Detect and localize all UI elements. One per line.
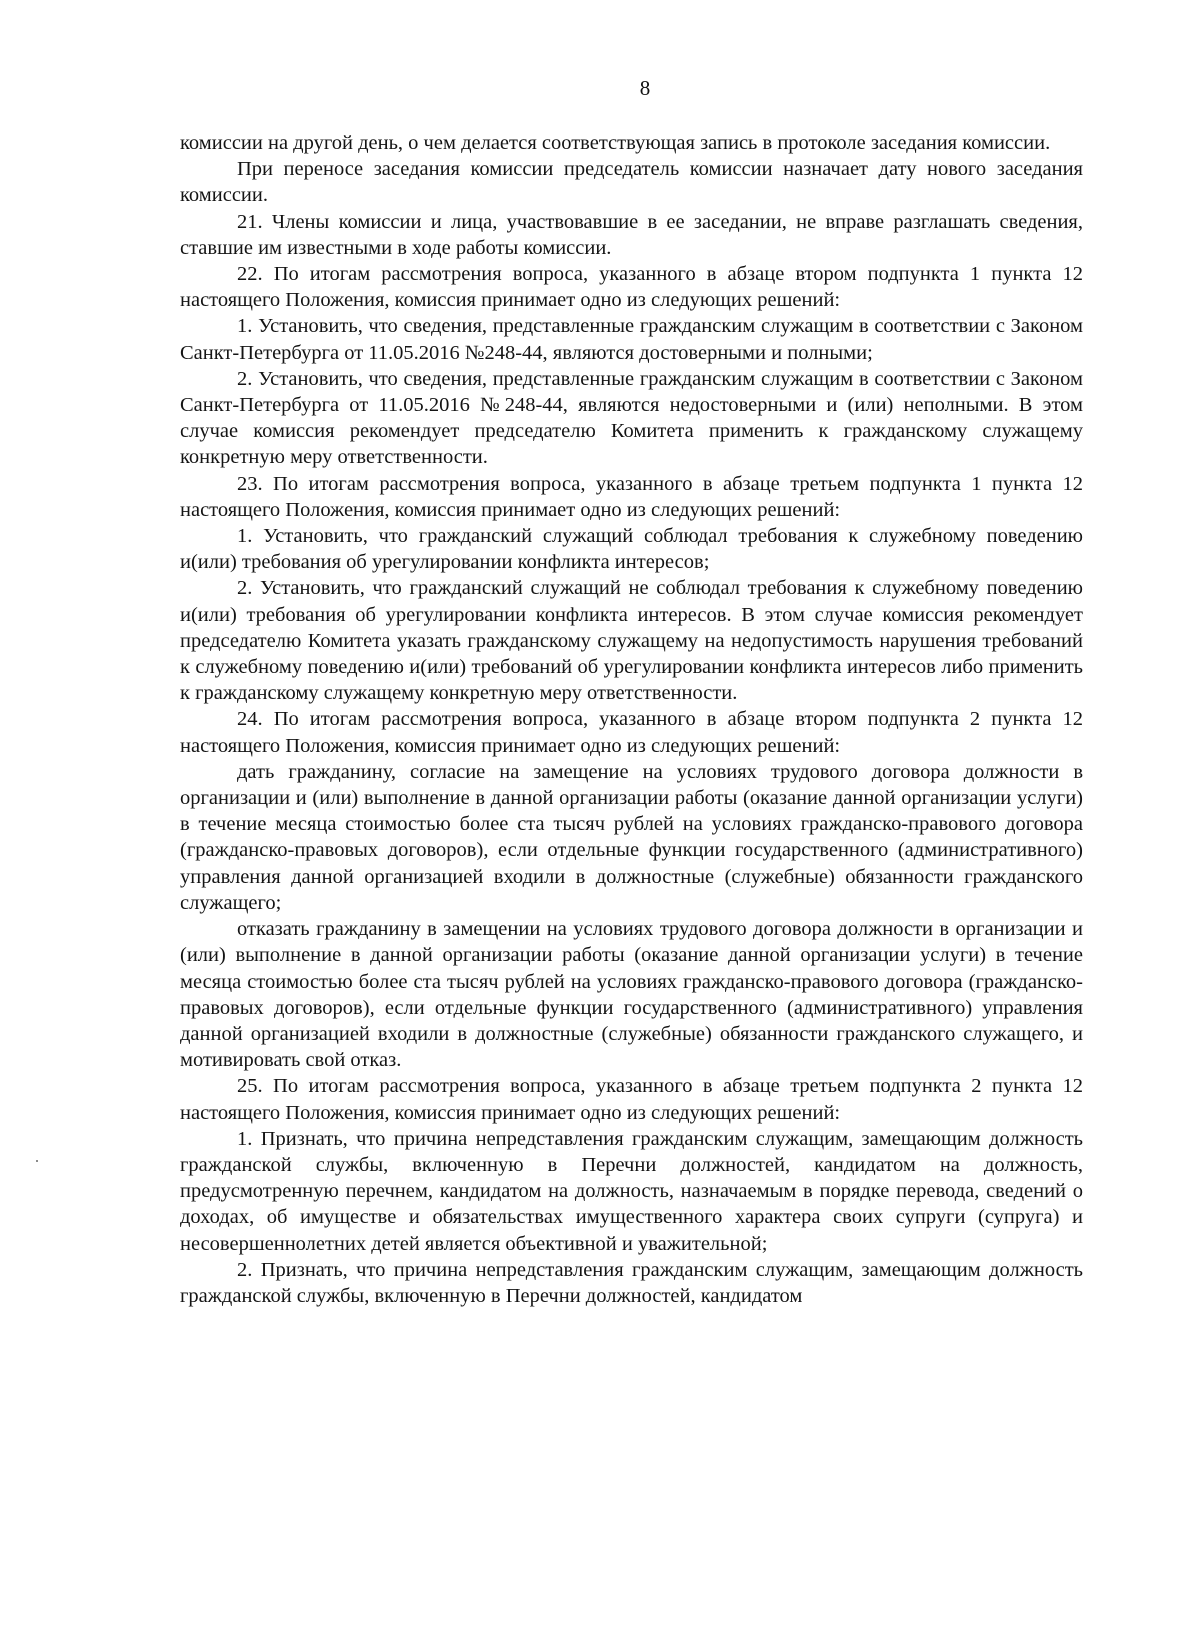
paragraph-continuation: комиссии на другой день, о чем делается соответствующая запись в протоколе заседания комиссии. — [180, 132, 1051, 154]
paragraph: При переносе заседания комиссии председатель комиссии назначает дату нового заседания комиссии. — [180, 158, 1083, 207]
paragraph-decision: 2. Установить, что сведения, представленные гражданским служащим в соответствии с Законом Санкт-Петербурга от 11.05.2016 №248-44, являются недостоверными и (или) неполными. В этом случае комиссия рекомендует председателю Комитета применить к гражданскому служащему конкретную меру ответственности. — [180, 367, 1083, 469]
paragraph-decision: 2. Установить, что гражданский служащий не соблюдал требования к служебному поведению и(или) требования об урегулировании конфликта интересов. В этом случае комиссия рекомендует председателю Комитета указать гражданскому служащему на недопустимость нарушения требований к служебному поведению и(или) требований об урегулировании конфликта интересов либо применить к гражданскому служащему конкретную меру ответственности. — [180, 577, 1083, 705]
paragraph-decision: отказать гражданину в замещении на условиях трудового договора должности в организации и (или) выполнение в данной организации работы (оказание данной организации услуги) в течение месяца стоимостью более ста тысяч рублей на условиях гражданско-правового договора (гражданско-правовых договоров), если отдельные функции государственного (административного) управления данной организацией входили в должностные (служебные) обязанности гражданского служащего, и мотивировать свой отказ. — [180, 918, 1083, 1072]
document-body — [180, 130, 1083, 1309]
paragraph-clause-24: 24. По итогам рассмотрения вопроса, указанного в абзаце втором подпункта 2 пункта 12 настоящего Положения, комиссия принимает одно из следующих решений: — [180, 708, 1083, 757]
paragraph-clause-23: 23. По итогам рассмотрения вопроса, указанного в абзаце третьем подпункта 1 пункта 12 настоящего Положения, комиссия принимает одно из следующих решений: — [180, 472, 1083, 521]
paragraph-clause-21: 21. Члены комиссии и лица, участвовавшие в ее заседании, не вправе разглашать сведения, ставшие им известными в ходе работы комиссии. — [180, 210, 1083, 259]
paragraph-clause-25: 25. По итогам рассмотрения вопроса, указанного в абзаце третьем подпункта 2 пункта 12 настоящего Положения, комиссия принимает одно из следующих решений: — [180, 1075, 1083, 1124]
page-number: 8 — [639, 76, 651, 100]
paragraph-decision: 1. Установить, что сведения, представленные гражданским служащим в соответствии с Законом Санкт-Петербурга от 11.05.2016 №248-44, являются достоверными и полными; — [180, 315, 1083, 364]
paragraph-decision: 1. Установить, что гражданский служащий соблюдал требования к служебному поведению и(или) требования об урегулировании конфликта интересов; — [180, 525, 1083, 574]
scan-speck — [36, 1160, 38, 1162]
paragraph-clause-22: 22. По итогам рассмотрения вопроса, указанного в абзаце втором подпункта 1 пункта 12 настоящего Положения, комиссия принимает одно из следующих решений: — [180, 263, 1083, 312]
paragraph-decision: дать гражданину, согласие на замещение на условиях трудового договора должности в организации и (или) выполнение в данной организации работы (оказание данной организации услуги) в течение месяца стоимостью более ста тысяч рублей на условиях гражданско-правового договора (гражданско-правовых договоров), если отдельные функции государственного (административного) управления данной организацией входили в должностные (служебные) обязанности гражданского служащего; — [180, 760, 1083, 914]
paragraph-decision: 2. Признать, что причина непредставления гражданским служащим, замещающим должность гражданской службы, включенную в Перечни должностей, кандидатом — [180, 1258, 1083, 1307]
paragraph-decision: 1. Признать, что причина непредставления гражданским служащим, замещающим должность гражданской службы, включенную в Перечни должностей, кандидатом на должность, предусмотренную перечнем, кандидатом на должность, назначаемым в порядке перевода, сведений о доходах, об имуществе и обязательствах имущественного характера своих супруги (супруга) и несовершеннолетних детей является объективной и уважительной; — [180, 1127, 1083, 1255]
